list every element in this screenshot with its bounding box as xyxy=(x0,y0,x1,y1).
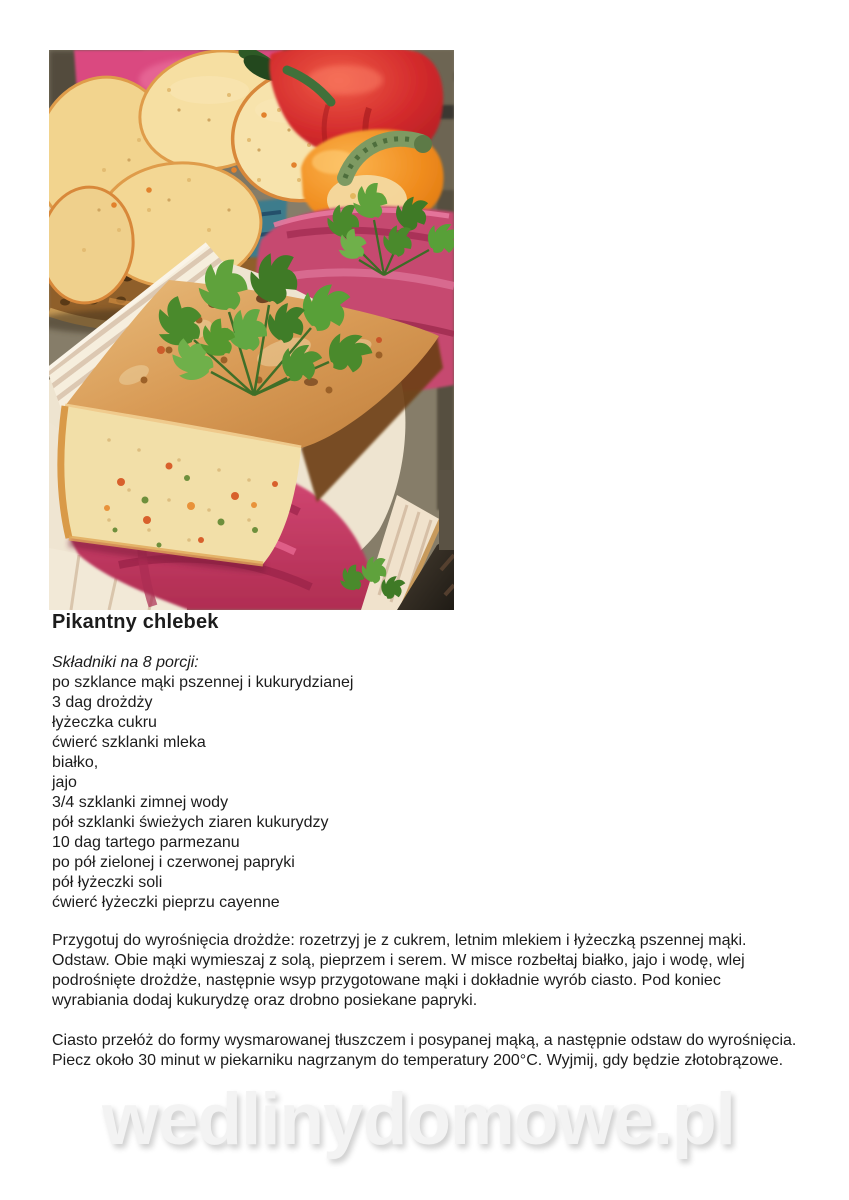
ingredient-line: pół łyżeczki soli xyxy=(52,874,163,891)
ingredient-line: ćwierć szklanki mleka xyxy=(52,734,206,751)
ingredient-line: ćwierć łyżeczki pieprzu cayenne xyxy=(52,894,280,911)
instructions-paragraph-2: Ciasto przełóż do formy wysmarowanej tłuszczem i posypanej mąką, a następnie odstaw do wyrośnięcia. Piecz około 30 minut w piekarniku nagrzanym do temperatury 200°C. Wyjmij, gdy będzie złotobrązowe. xyxy=(52,1032,797,1069)
ingredient-line: 3/4 szklanki zimnej wody xyxy=(52,794,229,811)
watermark: wedlinydomowe.pl xyxy=(102,1079,735,1160)
ingredient-line: łyżeczka cukru xyxy=(52,714,157,731)
ingredient-line: 3 dag drożdży xyxy=(52,694,153,711)
ingredients-section xyxy=(52,653,353,913)
ingredient-line: pół szklanki świeżych ziaren kukurydzy xyxy=(52,814,329,831)
ingredient-line: po pół zielonej i czerwonej papryki xyxy=(52,854,295,871)
ingredient-line: 10 dag tartego parmezanu xyxy=(52,834,240,851)
ingredient-line: białko, xyxy=(52,754,99,771)
ingredient-line: po szklance mąki pszennej i kukurydzianej xyxy=(52,674,354,691)
recipe-title: Pikantny chlebek xyxy=(52,611,219,633)
recipe-photo xyxy=(49,50,454,610)
instructions-paragraph-1: Przygotuj do wyrośnięcia drożdże: rozetrzyj je z cukrem, letnim mlekiem i łyżeczką pszennej mąki. Odstaw. Obie mąki wymieszaj z solą, pieprzem i serem. W misce rozbełtaj białko, jajo i wodę, wlej podrośnięte drożdże, następnie wsyp przygotowane mąki i dokładnie wyrób ciasto. Pod koniec wyrabiania dodaj kukurydzę oraz drobno posiekane papryki. xyxy=(52,932,747,1009)
ingredients-header: Składniki na 8 porcji: xyxy=(52,654,199,671)
ingredient-line: jajo xyxy=(52,774,77,791)
